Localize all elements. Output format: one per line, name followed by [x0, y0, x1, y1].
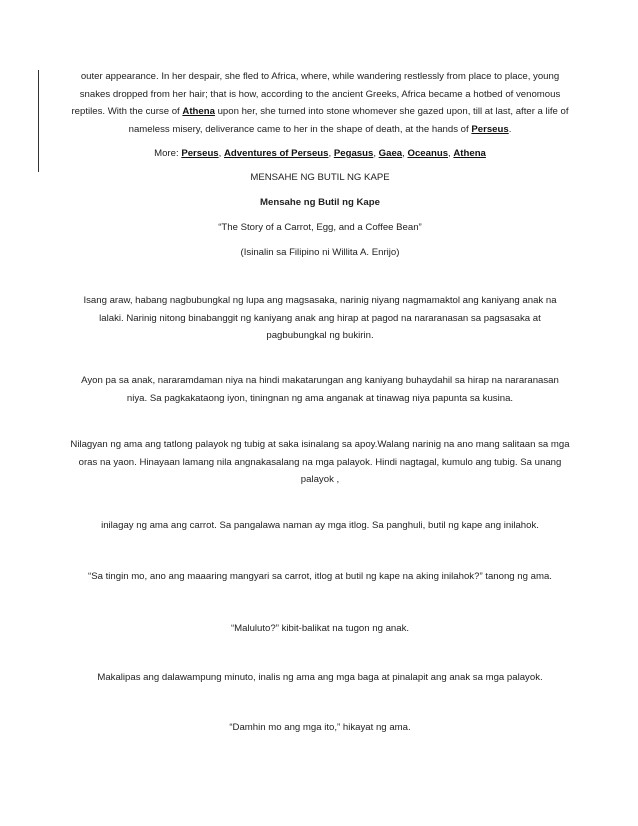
sep: , — [328, 148, 334, 159]
more-link-adventures[interactable]: Adventures of Perseus — [224, 148, 329, 159]
paragraph-8: “Damhin mo ang mga ito,” hikayat ng ama. — [229, 722, 411, 733]
more-link-perseus[interactable]: Perseus — [181, 148, 219, 159]
subtitle: “The Story of a Carrot, Egg, and a Coffee Bean” — [218, 222, 422, 233]
paragraph-6: “Maluluto?” kibit-balikat na tugon ng anak. — [230, 623, 410, 634]
intro-text-1: outer appearance. In her despair, she fled to Africa, where, while wandering restlessly from place to place, young snakes dropped from her hair; that is how, according to the ancient Greeks, Africa became a hotbed of venomous reptiles. With the curse of — [71, 71, 561, 117]
more-label: More: — [154, 148, 182, 159]
paragraph-4: inilagay ng ama ang carrot. Sa pangalawa naman ay mga itlog. Sa panghuli, butil ng kape ang inilahok. — [101, 520, 539, 531]
more-link-oceanus[interactable]: Oceanus — [407, 148, 449, 159]
paragraph-2: Ayon pa sa anak, nararamdaman niya na hindi makatarungan ang kaniyang buhaydahil sa hirap na nararanasan niya. Sa pagkakataong iyon, tiningnan ng ama anganak at tinawag niya papunta sa kusina. — [81, 375, 559, 404]
link-athena[interactable]: Athena — [182, 106, 215, 117]
paragraph-7: Makalipas ang dalawampung minuto, inalis ng ama ang mga baga at pinalapit ang anak sa mga palayok. — [97, 672, 543, 683]
sep: , — [218, 148, 224, 159]
translator-credit: (Isinalin sa Filipino ni Willita A. Enrijo) — [240, 247, 400, 258]
heading-bold: Mensahe ng Butil ng Kape — [260, 197, 380, 208]
margin-bar — [38, 70, 39, 172]
paragraph-1: Isang araw, habang nagbubungkal ng lupa ang magsasaka, narinig niyang nagmamaktol ang kaniyang anak na lalaki. Narinig nitong binabanggit ng kaniyang anak ang hirap at pagod na nararanasan sa pagsasaka at pagbubungkal ng bukirin. — [83, 295, 557, 341]
sep: , — [402, 148, 408, 159]
paragraph-3: Nilagyan ng ama ang tatlong palayok ng tubig at saka isinalang sa apoy.Walang narinig na ano mang salitaan sa mga oras na yaon. Hinayaan lamang nila angnakasalang na mga palayok. Hindi nagtagal, kumulo ang tubig. Sa unang palayok , — [70, 439, 570, 485]
more-link-athena[interactable]: Athena — [453, 148, 486, 159]
sep: , — [373, 148, 379, 159]
heading-upper: MENSAHE NG BUTIL NG KAPE — [250, 172, 390, 183]
more-link-pegasus[interactable]: Pegasus — [333, 148, 374, 159]
intro-text-2: upon her, she turned into stone whomever she gazed upon, till at last, after a life of nameless misery, deliverance came to her in the shape of death, at the hands of — [128, 106, 569, 135]
more-links — [70, 145, 570, 163]
paragraph-5: “Sa tingin mo, ano ang maaaring mangyari sa carrot, itlog at butil ng kape na aking inilahok?” tanong ng ama. — [88, 571, 552, 582]
more-link-gaea[interactable]: Gaea — [378, 148, 403, 159]
intro-text-3: . — [508, 123, 512, 135]
sep: , — [448, 148, 454, 159]
intro-paragraph — [70, 68, 570, 138]
link-perseus[interactable]: Perseus — [471, 123, 509, 135]
